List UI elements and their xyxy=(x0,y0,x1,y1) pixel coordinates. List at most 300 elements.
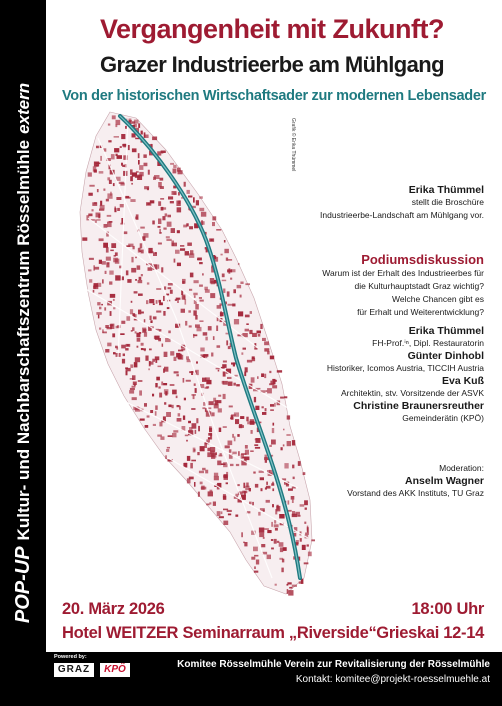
building-block xyxy=(144,163,148,167)
building-block xyxy=(223,372,226,377)
building-block xyxy=(93,286,96,289)
building-block xyxy=(180,248,185,251)
building-block xyxy=(121,134,125,139)
building-block xyxy=(94,169,97,172)
building-block xyxy=(223,426,227,428)
building-block xyxy=(292,440,295,445)
building-block xyxy=(158,226,161,228)
building-block xyxy=(113,307,115,309)
building-block xyxy=(274,403,276,407)
building-block xyxy=(170,201,174,203)
building-block xyxy=(224,249,229,253)
discussion-question-4: für Erhalt und Weiterentwicklung? xyxy=(357,307,484,317)
building-block xyxy=(164,389,169,394)
building-block xyxy=(292,585,297,587)
building-block xyxy=(148,170,150,175)
building-block xyxy=(183,378,185,383)
building-block xyxy=(96,312,101,315)
building-block xyxy=(196,418,198,423)
building-block xyxy=(145,356,148,361)
building-block xyxy=(170,163,174,165)
building-block xyxy=(171,228,175,233)
building-block xyxy=(170,351,174,355)
building-block xyxy=(236,384,240,386)
building-block xyxy=(188,421,191,423)
building-block xyxy=(150,316,152,320)
building-block xyxy=(311,539,315,541)
building-block xyxy=(232,452,237,455)
building-block xyxy=(113,299,115,301)
building-block xyxy=(135,257,137,259)
building-block xyxy=(255,438,260,443)
building-block xyxy=(167,307,170,309)
building-block xyxy=(141,274,143,276)
building-block xyxy=(177,418,182,422)
building-block xyxy=(272,385,277,388)
building-block xyxy=(205,337,207,341)
building-block xyxy=(160,436,164,440)
building-block xyxy=(297,515,300,517)
building-block xyxy=(226,340,228,345)
building-block xyxy=(272,488,274,491)
building-block xyxy=(162,216,165,220)
building-block xyxy=(116,120,121,125)
building-block xyxy=(204,443,207,448)
discussion-block xyxy=(322,252,484,319)
building-block xyxy=(223,381,228,385)
building-block xyxy=(136,214,139,219)
building-block xyxy=(266,500,270,503)
building-block xyxy=(273,423,275,426)
building-block xyxy=(168,283,173,286)
page-subtitle: Grazer Industrieerbe am Mühlgang xyxy=(100,52,444,77)
building-block xyxy=(199,208,204,211)
building-block xyxy=(200,482,203,485)
building-block xyxy=(156,377,160,381)
building-block xyxy=(199,320,203,322)
building-block xyxy=(260,477,264,480)
building-block xyxy=(178,200,180,204)
building-block xyxy=(277,541,280,543)
building-block xyxy=(97,219,101,221)
building-block xyxy=(106,247,109,252)
building-block xyxy=(138,310,141,315)
building-block xyxy=(246,483,249,487)
building-block xyxy=(252,358,255,361)
building-block xyxy=(209,502,211,504)
building-block xyxy=(249,502,252,505)
building-block xyxy=(184,296,186,300)
building-block xyxy=(132,327,134,331)
building-block xyxy=(267,530,271,533)
building-block xyxy=(227,377,232,379)
building-block xyxy=(217,305,222,309)
building-block xyxy=(108,140,111,142)
building-block xyxy=(213,502,216,506)
building-block xyxy=(263,537,265,539)
building-block xyxy=(117,208,120,211)
building-block xyxy=(112,333,115,337)
building-block xyxy=(126,316,130,321)
building-block xyxy=(267,388,272,393)
building-block xyxy=(193,310,196,315)
building-block xyxy=(201,212,206,217)
building-block xyxy=(305,533,309,535)
building-block xyxy=(157,435,162,437)
building-block xyxy=(172,405,174,408)
building-block xyxy=(211,353,213,357)
building-block xyxy=(227,510,232,512)
building-block xyxy=(155,411,157,416)
building-block xyxy=(261,488,263,491)
building-block xyxy=(93,290,95,293)
building-block xyxy=(252,333,257,337)
building-block xyxy=(132,148,137,152)
building-block xyxy=(144,319,146,322)
building-block xyxy=(253,472,255,474)
building-block xyxy=(137,265,141,269)
building-block xyxy=(283,429,285,431)
building-block xyxy=(158,265,160,269)
building-block xyxy=(130,364,133,368)
building-block xyxy=(110,325,112,329)
building-block xyxy=(252,502,254,505)
building-block xyxy=(187,478,191,483)
building-block xyxy=(156,311,161,313)
building-block xyxy=(254,444,258,446)
building-block xyxy=(165,455,167,459)
building-block xyxy=(243,348,247,350)
event-venue: Hotel WEITZER Seminarraum „Riverside“ xyxy=(62,624,377,642)
presentation-block xyxy=(320,184,484,222)
building-block xyxy=(307,527,309,532)
panelist-name: Eva Kuß xyxy=(441,375,484,387)
footer-bar xyxy=(46,652,502,706)
building-block xyxy=(120,204,124,207)
building-block xyxy=(209,401,214,405)
building-block xyxy=(225,445,230,448)
building-block xyxy=(89,185,94,187)
building-block xyxy=(250,311,252,314)
building-block xyxy=(194,280,199,283)
building-block xyxy=(210,447,215,452)
building-block xyxy=(195,430,197,434)
building-block xyxy=(144,332,147,337)
building-block xyxy=(177,168,181,172)
building-block xyxy=(197,258,202,261)
building-block xyxy=(191,460,196,462)
building-block xyxy=(262,338,266,341)
building-block xyxy=(195,388,197,393)
building-block xyxy=(126,368,131,371)
building-block xyxy=(138,380,143,382)
building-block xyxy=(202,273,204,275)
building-block xyxy=(166,239,171,241)
building-block xyxy=(205,387,209,389)
building-block xyxy=(97,189,99,192)
building-block xyxy=(166,412,171,417)
building-block xyxy=(208,433,212,436)
building-block xyxy=(167,215,171,218)
building-block xyxy=(292,465,294,469)
building-block xyxy=(93,265,95,270)
building-block xyxy=(99,238,104,241)
building-block xyxy=(251,557,255,560)
building-block xyxy=(255,447,260,449)
building-block xyxy=(223,509,228,511)
building-block xyxy=(256,560,259,565)
building-block xyxy=(275,584,277,586)
building-block xyxy=(189,226,193,229)
building-block xyxy=(89,279,92,283)
building-block xyxy=(162,344,164,347)
building-block xyxy=(163,228,166,230)
building-block xyxy=(284,396,287,398)
building-block xyxy=(172,390,177,395)
building-block xyxy=(159,229,161,234)
building-block xyxy=(271,539,273,541)
building-block xyxy=(222,274,225,278)
building-block xyxy=(105,325,109,328)
building-block xyxy=(250,421,255,425)
building-block xyxy=(228,346,231,349)
building-block xyxy=(247,421,250,424)
building-block xyxy=(253,547,258,552)
building-block xyxy=(270,409,274,411)
building-block xyxy=(153,303,155,305)
city-map xyxy=(58,108,318,598)
graz-logo: GRAZ xyxy=(54,663,94,677)
building-block xyxy=(88,269,91,271)
popup-label: POP-UP xyxy=(12,546,34,624)
building-block xyxy=(187,190,190,194)
building-block xyxy=(110,250,114,252)
building-block xyxy=(153,424,156,426)
building-block xyxy=(199,262,203,264)
building-block xyxy=(174,371,179,373)
building-block xyxy=(250,450,254,452)
building-block xyxy=(113,352,116,354)
building-block xyxy=(177,263,181,267)
building-block xyxy=(135,357,140,362)
building-block xyxy=(208,326,212,330)
center-name: Kultur- und Nachbarschaftszentrum Rösselmühle xyxy=(14,139,33,541)
building-block xyxy=(234,319,239,324)
building-block xyxy=(244,542,247,546)
building-block xyxy=(182,279,186,284)
building-block xyxy=(155,359,157,363)
event-date: 20. März 2026 xyxy=(62,600,165,618)
building-block xyxy=(117,155,123,159)
building-block xyxy=(217,461,221,466)
building-block xyxy=(274,539,277,544)
building-block xyxy=(234,412,239,416)
building-block xyxy=(168,331,171,334)
building-block xyxy=(115,259,120,264)
building-block xyxy=(166,236,170,238)
building-block xyxy=(139,172,143,176)
building-block xyxy=(200,300,204,302)
building-block xyxy=(120,146,122,148)
building-block xyxy=(257,331,262,334)
building-block xyxy=(189,325,192,327)
building-block xyxy=(137,338,141,342)
building-block xyxy=(131,257,133,263)
building-block xyxy=(102,279,104,283)
building-block xyxy=(271,522,273,527)
building-block xyxy=(141,312,144,314)
building-block xyxy=(163,368,165,372)
building-block xyxy=(168,405,171,408)
building-block xyxy=(82,237,87,240)
building-block xyxy=(304,500,308,505)
building-block xyxy=(266,390,268,392)
building-block xyxy=(141,348,144,350)
building-block xyxy=(193,334,197,336)
building-block xyxy=(159,300,162,303)
building-block xyxy=(88,172,92,176)
building-block xyxy=(275,528,278,531)
building-block xyxy=(223,521,228,525)
building-block xyxy=(167,222,172,227)
building-block xyxy=(138,153,140,158)
building-block xyxy=(148,368,150,370)
building-block xyxy=(300,504,305,507)
building-block xyxy=(260,324,262,329)
building-block xyxy=(156,300,158,304)
building-block xyxy=(196,200,199,205)
building-block xyxy=(124,231,128,234)
building-block xyxy=(193,197,195,202)
building-block xyxy=(191,408,195,410)
building-block xyxy=(202,468,206,471)
building-block xyxy=(223,475,225,477)
building-block xyxy=(177,230,180,233)
building-block xyxy=(228,304,233,306)
building-block xyxy=(247,360,252,363)
building-block xyxy=(254,566,256,569)
building-block xyxy=(134,362,138,367)
building-block xyxy=(152,221,155,225)
building-block xyxy=(127,279,131,283)
building-block xyxy=(96,146,99,149)
building-block xyxy=(104,307,106,310)
building-block xyxy=(153,316,157,319)
building-block xyxy=(200,446,205,451)
building-block xyxy=(186,440,188,442)
building-block xyxy=(175,299,177,301)
building-block xyxy=(115,125,117,128)
building-block xyxy=(271,483,274,486)
building-block xyxy=(288,500,290,504)
building-block xyxy=(265,460,267,463)
building-block xyxy=(213,336,215,340)
building-block xyxy=(251,430,253,434)
building-block xyxy=(172,433,177,437)
building-block xyxy=(158,243,162,245)
building-block xyxy=(135,279,137,281)
building-block xyxy=(95,163,100,165)
event-time: 18:00 Uhr xyxy=(411,600,484,618)
building-block xyxy=(295,512,300,515)
building-block xyxy=(132,397,137,400)
building-block xyxy=(139,165,143,170)
building-block xyxy=(149,349,152,351)
building-block xyxy=(237,434,239,437)
building-block xyxy=(193,293,197,296)
building-block xyxy=(126,245,130,247)
building-block xyxy=(103,189,105,191)
building-block xyxy=(218,408,222,412)
building-block xyxy=(214,473,218,477)
building-block xyxy=(217,400,222,403)
building-block xyxy=(131,183,133,185)
sidebar-text xyxy=(9,8,37,698)
building-block xyxy=(168,287,172,289)
building-block xyxy=(221,254,223,256)
building-block xyxy=(303,472,306,475)
building-block xyxy=(107,215,112,217)
building-block xyxy=(86,215,89,220)
building-block xyxy=(159,329,162,331)
building-block xyxy=(235,419,239,424)
building-block xyxy=(243,483,245,488)
building-block xyxy=(161,152,163,154)
building-block xyxy=(217,511,221,516)
building-block xyxy=(239,424,242,428)
building-block xyxy=(240,416,244,419)
building-block xyxy=(261,544,265,547)
building-block xyxy=(300,538,302,542)
building-block xyxy=(160,186,164,189)
building-block xyxy=(218,395,221,397)
building-block xyxy=(121,321,125,324)
building-block xyxy=(115,346,118,349)
panelist-role: Historiker, Icomos Austria, TICCIH Austria xyxy=(326,363,484,373)
building-block xyxy=(125,348,128,350)
building-block xyxy=(109,180,112,184)
building-block xyxy=(99,260,102,264)
event-address: Grieskai 12-14 xyxy=(376,624,484,642)
building-block xyxy=(233,289,236,293)
building-block xyxy=(141,131,143,135)
building-block xyxy=(227,291,230,296)
building-block xyxy=(104,224,108,228)
building-block xyxy=(194,482,196,487)
building-block xyxy=(207,452,211,457)
building-block xyxy=(173,165,176,168)
building-block xyxy=(220,312,224,316)
building-block xyxy=(264,528,269,530)
building-block xyxy=(99,209,104,211)
building-block xyxy=(206,439,210,441)
building-block xyxy=(102,329,104,333)
building-block xyxy=(120,333,124,335)
building-block xyxy=(114,148,119,152)
building-block xyxy=(186,223,188,226)
building-block xyxy=(271,440,276,445)
building-block xyxy=(139,277,142,280)
building-block xyxy=(188,196,192,198)
building-block xyxy=(106,199,109,202)
building-block xyxy=(196,361,198,363)
building-block xyxy=(175,250,180,254)
building-block xyxy=(274,524,279,527)
building-block xyxy=(164,402,166,405)
building-block xyxy=(275,509,277,514)
building-block xyxy=(131,301,133,303)
building-block xyxy=(155,405,158,410)
